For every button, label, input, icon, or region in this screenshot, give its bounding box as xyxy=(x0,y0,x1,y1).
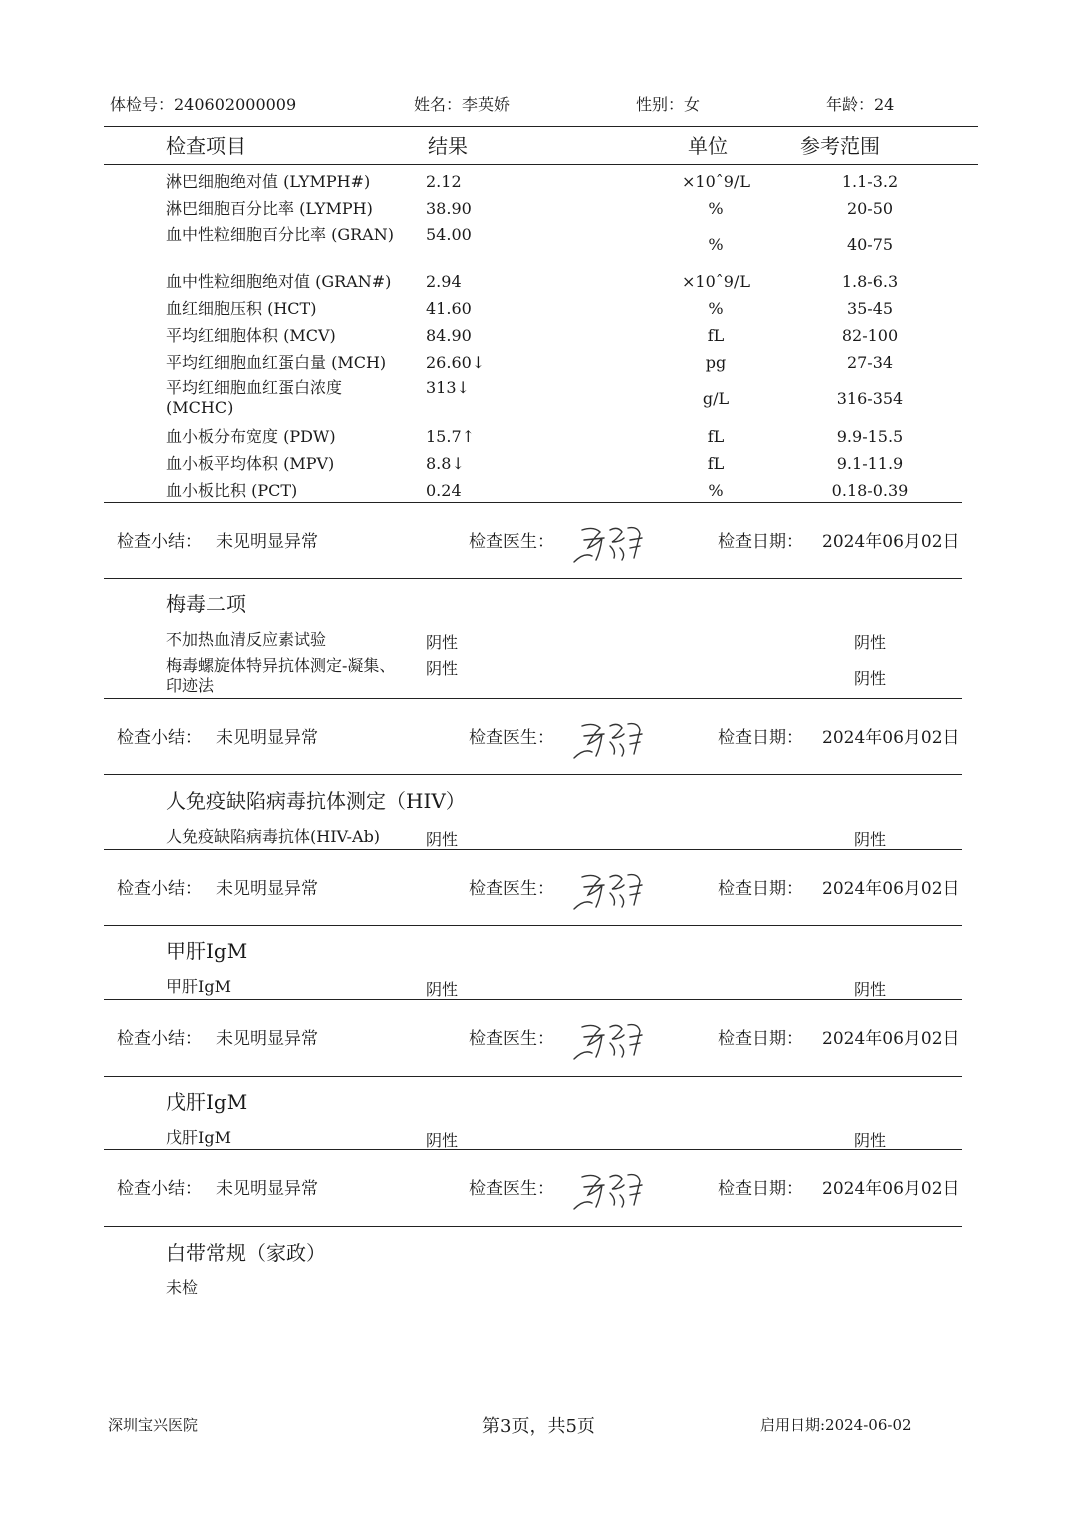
item-result: 阴性 xyxy=(426,659,459,678)
item-unit: fL xyxy=(707,326,725,345)
doctor-label: 检查医生： xyxy=(469,1029,554,1049)
item-name: 血小板比积 (PCT) xyxy=(166,481,298,500)
divider xyxy=(104,925,962,926)
item-unit: % xyxy=(708,199,724,218)
item-unit: % xyxy=(708,481,724,500)
patient-name: 姓名：李英娇 xyxy=(414,95,511,114)
divider xyxy=(104,849,962,850)
enable-date: 启用日期:2024-06-02 xyxy=(760,1416,912,1434)
section-title-syphilis: 梅毒二项 xyxy=(166,592,246,616)
patient-age: 年龄：24 xyxy=(826,95,895,114)
divider xyxy=(104,126,978,127)
summary-label: 检查小结： xyxy=(117,1029,202,1049)
item-result: 阴性 xyxy=(426,830,459,849)
doctor-signature xyxy=(570,1015,646,1063)
section-title-leucorrhea: 白带常规（家政） xyxy=(166,1241,326,1265)
exam-date: 2024年06月02日 xyxy=(822,879,960,899)
exam-date: 2024年06月02日 xyxy=(822,728,960,748)
hospital-name: 深圳宝兴医院 xyxy=(108,1416,199,1434)
column-item: 检查项目 xyxy=(166,134,246,158)
doctor-label: 检查医生： xyxy=(469,1179,554,1199)
item-result: 313↓ xyxy=(426,378,470,397)
doctor-signature xyxy=(570,1165,646,1213)
item-unit: % xyxy=(708,235,724,254)
column-reference: 参考范围 xyxy=(800,134,880,158)
divider xyxy=(104,774,962,775)
divider xyxy=(104,164,978,165)
item-unit: ×10ˆ9/L xyxy=(682,172,750,191)
date-label: 检查日期： xyxy=(718,728,803,748)
doctor-signature xyxy=(570,714,646,762)
item-reference: 阴性 xyxy=(853,980,886,999)
item-unit: fL xyxy=(707,427,725,446)
doctor-label: 检查医生： xyxy=(469,532,554,552)
item-result: 8.8↓ xyxy=(426,454,465,473)
item-result: 阴性 xyxy=(426,633,459,652)
patient-gender: 性别：女 xyxy=(636,95,701,114)
divider xyxy=(104,999,962,1000)
item-name: 平均红细胞血红蛋白量 (MCH) xyxy=(166,353,387,372)
divider xyxy=(104,1226,962,1227)
item-result: 84.90 xyxy=(426,326,472,345)
item-reference: 40-75 xyxy=(846,235,894,254)
exam-date: 2024年06月02日 xyxy=(822,1029,960,1049)
item-result: 26.60↓ xyxy=(426,353,486,372)
summary-text: 未见明显异常 xyxy=(216,1179,318,1199)
section-title-hiv: 人免疫缺陷病毒抗体测定（HIV） xyxy=(166,789,466,813)
item-result: 15.7↑ xyxy=(426,427,476,446)
item-reference: 阴性 xyxy=(853,830,886,849)
doctor-label: 检查医生： xyxy=(469,879,554,899)
item-reference: 阴性 xyxy=(853,669,886,688)
divider xyxy=(104,502,962,503)
summary-label: 检查小结： xyxy=(117,532,202,552)
date-label: 检查日期： xyxy=(718,1029,803,1049)
summary-text: 未见明显异常 xyxy=(216,728,318,748)
summary-label: 检查小结： xyxy=(117,728,202,748)
item-reference: 20-50 xyxy=(846,199,894,218)
item-result: 54.00 xyxy=(426,225,472,244)
page-number: 第3页，共5页 xyxy=(482,1416,595,1437)
item-reference: 阴性 xyxy=(853,1131,886,1150)
item-result: 2.12 xyxy=(426,172,462,191)
date-label: 检查日期： xyxy=(718,879,803,899)
item-reference: 阴性 xyxy=(853,633,886,652)
item-unit: pg xyxy=(705,353,727,372)
item-name: 平均红细胞血红蛋白浓度 (MCHC) xyxy=(166,378,343,417)
divider xyxy=(104,1149,962,1150)
item-name: 血中性粒细胞百分比率 (GRAN) xyxy=(166,225,394,244)
item-status: 未检 xyxy=(166,1278,199,1297)
item-reference: 27-34 xyxy=(846,353,894,372)
item-unit: ×10ˆ9/L xyxy=(682,272,750,291)
column-unit: 单位 xyxy=(688,134,728,158)
item-name: 梅毒螺旋体特异抗体测定-凝集、印迹法 xyxy=(166,656,396,695)
item-name: 人免疫缺陷病毒抗体(HIV-Ab) xyxy=(166,827,381,846)
summary-label: 检查小结： xyxy=(117,879,202,899)
doctor-label: 检查医生： xyxy=(469,728,554,748)
section-title-hev: 戊肝IgM xyxy=(166,1090,248,1114)
section-title-hav: 甲肝IgM xyxy=(166,939,248,963)
item-result: 阴性 xyxy=(426,1131,459,1150)
item-unit: % xyxy=(708,299,724,318)
item-name: 淋巴细胞百分比率 (LYMPH) xyxy=(166,199,373,218)
item-reference: 316-354 xyxy=(836,389,904,408)
item-name: 血红细胞压积 (HCT) xyxy=(166,299,317,318)
date-label: 检查日期： xyxy=(718,1179,803,1199)
item-name: 平均红细胞体积 (MCV) xyxy=(166,326,336,345)
item-name: 淋巴细胞绝对值 (LYMPH#) xyxy=(166,172,371,191)
item-name: 血小板平均体积 (MPV) xyxy=(166,454,335,473)
column-result: 结果 xyxy=(428,134,468,158)
item-result: 0.24 xyxy=(426,481,462,500)
summary-text: 未见明显异常 xyxy=(216,879,318,899)
summary-text: 未见明显异常 xyxy=(216,1029,318,1049)
date-label: 检查日期： xyxy=(718,532,803,552)
divider xyxy=(104,1076,962,1077)
exam-number: 体检号：240602000009 xyxy=(110,95,297,114)
item-result: 2.94 xyxy=(426,272,462,291)
item-result: 38.90 xyxy=(426,199,472,218)
item-unit: g/L xyxy=(702,389,730,408)
item-reference: 9.1-11.9 xyxy=(836,454,904,473)
item-reference: 1.1-3.2 xyxy=(841,172,899,191)
item-name: 不加热血清反应素试验 xyxy=(166,630,327,649)
item-name: 血小板分布宽度 (PDW) xyxy=(166,427,336,446)
item-unit: fL xyxy=(707,454,725,473)
item-name: 戊肝IgM xyxy=(166,1128,231,1147)
divider xyxy=(104,578,962,579)
item-reference: 82-100 xyxy=(841,326,899,345)
item-name: 血中性粒细胞绝对值 (GRAN#) xyxy=(166,272,392,291)
item-reference: 35-45 xyxy=(846,299,894,318)
exam-date: 2024年06月02日 xyxy=(822,532,960,552)
summary-text: 未见明显异常 xyxy=(216,532,318,552)
item-name: 甲肝IgM xyxy=(166,977,231,996)
exam-date: 2024年06月02日 xyxy=(822,1179,960,1199)
item-reference: 1.8-6.3 xyxy=(841,272,899,291)
doctor-signature xyxy=(570,865,646,913)
item-reference: 9.9-15.5 xyxy=(836,427,904,446)
item-result: 41.60 xyxy=(426,299,472,318)
summary-label: 检查小结： xyxy=(117,1179,202,1199)
divider xyxy=(104,698,962,699)
item-result: 阴性 xyxy=(426,980,459,999)
doctor-signature xyxy=(570,518,646,566)
item-reference: 0.18-0.39 xyxy=(831,481,909,500)
